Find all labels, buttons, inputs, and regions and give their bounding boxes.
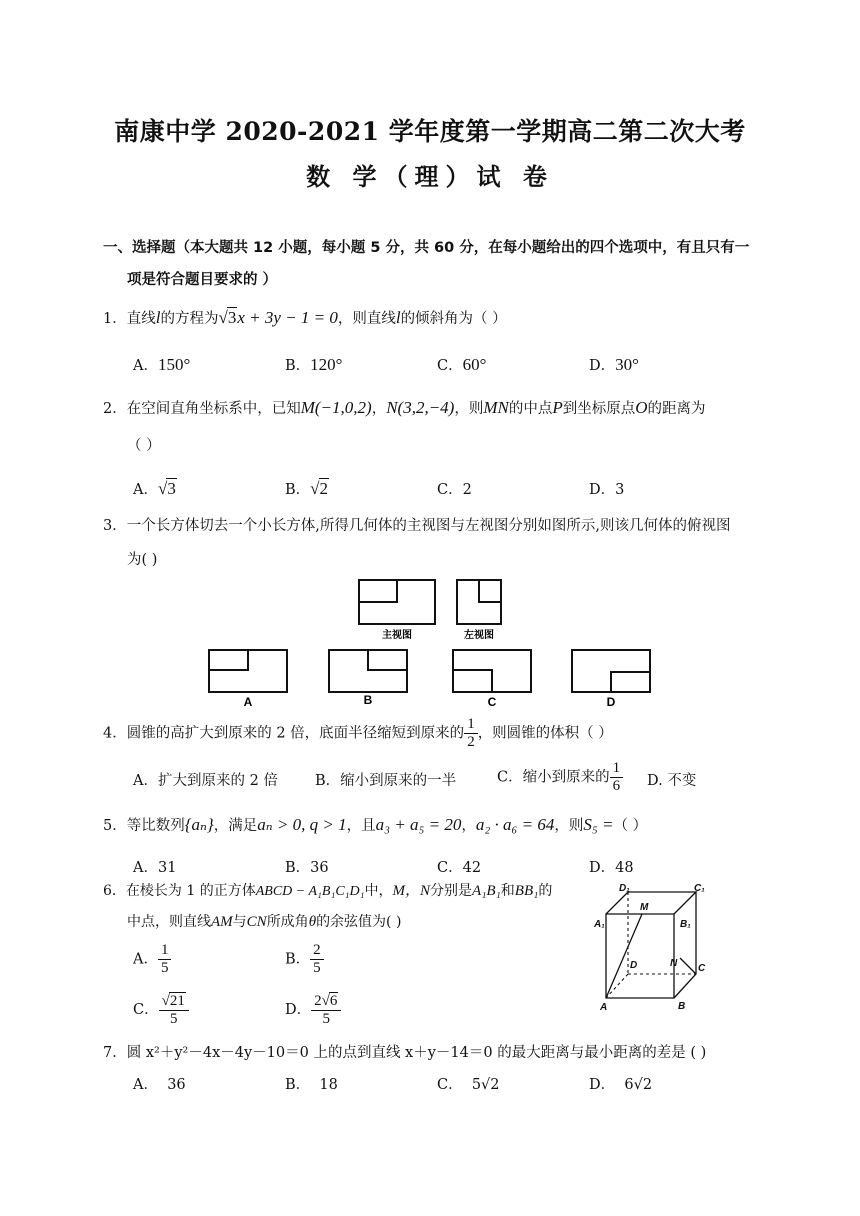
q4-option-c: C．缩小到原来的 $\frac{1}{6}$ <box>497 760 623 795</box>
label-n: N <box>670 958 678 969</box>
left-view-label: 左视图 <box>464 630 494 641</box>
q2-answer-paren: （ ） <box>127 438 161 454</box>
front-view-drawing <box>359 580 435 624</box>
label-d1: D₁ <box>619 883 630 894</box>
q5-option-c: C．42 <box>437 860 482 876</box>
question-3-line2: 为( ) <box>127 552 158 568</box>
section-heading-line2: 项是符合题目要求的 ） <box>127 272 278 288</box>
q1-option-b: B．120° <box>285 355 343 374</box>
front-view-label: 主视图 <box>382 630 412 641</box>
q5-option-b: B．36 <box>285 860 329 876</box>
q6-option-b: B． $\frac{2}{5}$ <box>285 942 324 977</box>
view-option-a-drawing <box>209 650 287 692</box>
q2-option-a: A．√3 <box>133 479 176 498</box>
label-c1: C₁ <box>694 883 705 894</box>
view-option-c-label: C <box>487 695 497 709</box>
question-1: 1．直线l的方程为√3x + 3y − 1 = 0，则直线l的倾斜角为（ ） <box>103 308 507 327</box>
question-2: 2．在空间直角坐标系中，已知M(−1,0,2)，N(3,2,−4)，则MN的中点P到坐标原点O的距离为 <box>103 398 706 417</box>
cube-figure <box>592 880 718 1012</box>
section-heading-line1: 一、选择题（本大题共 12 小题，每小题 5 分，共 60 分，在每小题给出的四个选项中，有且只有一 <box>103 240 750 256</box>
exam-subtitle: 数 学（理）试 卷 <box>306 162 554 191</box>
view-option-d-label: D <box>606 695 616 709</box>
q4-option-b: B．缩小到原来的一半 <box>315 773 457 789</box>
question-3-line1: 3．一个长方体切去一个小长方体,所得几何体的主视图与左视图分别如图所示,则该几何体的俯视图 <box>103 518 731 534</box>
q7-option-b: B． 18 <box>285 1077 338 1093</box>
label-a1: A₁ <box>594 919 605 930</box>
view-option-c-drawing <box>453 650 531 692</box>
q4-option-d: D. 不变 <box>647 773 697 789</box>
question-5: 5．等比数列{aₙ}，满足aₙ > 0, q > 1，且a₃ + a₅ = 20，a₂ · a₆ = 64，则S₅ =（ ） <box>103 815 648 834</box>
q2-option-c: C．2 <box>437 482 472 498</box>
q2-option-b: B．√2 <box>285 479 328 498</box>
question-6-line1: 6．在棱长为 1 的正方体ABCD − A₁B₁C₁D₁中，M，N分别是A₁B₁和BB₁的 <box>103 883 553 899</box>
question-7: 7．圆 x²＋y²－4x－4y－10＝0 上的点到直线 x＋y－14＝0 的最大距离与最小距离的差是 ( ) <box>103 1045 707 1061</box>
q6-option-c: C． $\frac{√21}{5}$ <box>133 992 189 1028</box>
q1-option-a: A．150° <box>133 355 191 374</box>
q4-option-a: A．扩大到原来的 2 倍 <box>133 773 278 789</box>
q2-option-d: D．3 <box>589 482 625 498</box>
label-m: M <box>640 902 649 913</box>
three-view-figure <box>200 574 660 710</box>
question-6-line2: 中点，则直线AM与CN所成角θ的余弦值为( ) <box>127 914 402 930</box>
view-option-d-drawing <box>572 650 650 692</box>
q1-option-c: C．60° <box>437 355 487 374</box>
exam-title: 南康中学 2020-2021 学年度第一学期高二第二次大考 <box>114 117 746 146</box>
view-option-a-label: A <box>243 695 253 709</box>
q5-option-a: A．31 <box>133 860 177 876</box>
view-option-b-drawing <box>329 650 407 692</box>
label-a: A <box>600 1002 608 1012</box>
q7-option-a: A． 36 <box>133 1077 186 1093</box>
label-c: C <box>698 963 706 974</box>
q7-option-c: C． 5√2 <box>437 1077 500 1093</box>
q7-option-d: D． 6√2 <box>589 1077 653 1093</box>
question-4: 4．圆锥的高扩大到原来的 2 倍，底面半径缩短到原来的 $\frac{1}{2}$ ，则圆锥的体积（ ） <box>103 716 613 750</box>
q6-option-a: A． $\frac{1}{5}$ <box>133 942 171 977</box>
label-b: B <box>678 1001 686 1012</box>
label-b1: B₁ <box>680 919 691 930</box>
q5-option-d: D．48 <box>589 860 634 876</box>
q6-option-d: D． $\frac{2√6}{5}$ <box>285 992 341 1028</box>
label-d: D <box>630 960 638 971</box>
q1-option-d: D．30° <box>589 355 639 374</box>
view-option-b-label: B <box>363 693 373 707</box>
left-view-drawing <box>457 580 501 624</box>
